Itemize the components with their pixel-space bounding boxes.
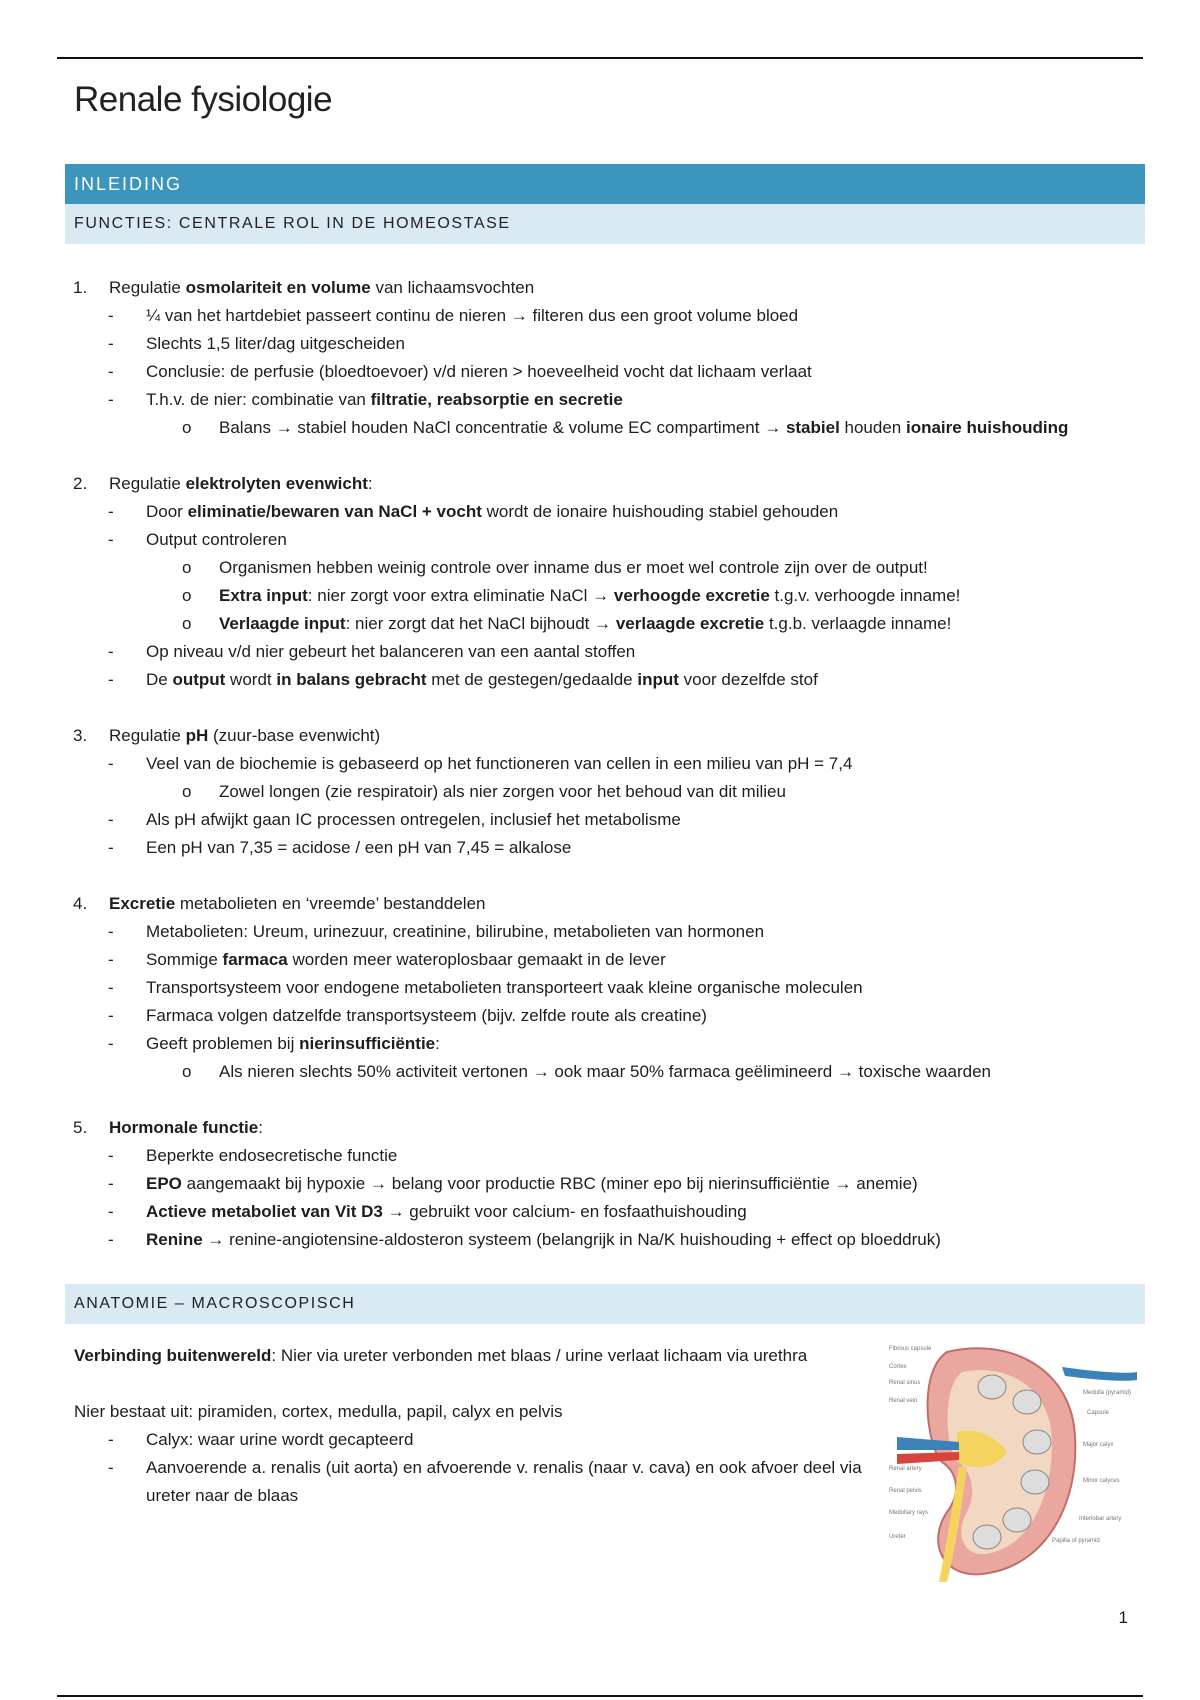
text-run: → gebruikt voor calcium- en fosfaathuishouding: [382, 1202, 747, 1221]
circle-bullet-icon: o: [182, 782, 192, 801]
pyramid-shape: [1013, 1390, 1041, 1414]
text-run: Beperkte endosecretische functie: [146, 1146, 398, 1165]
text-run: ¼ van het hartdebiet passeert continu de nieren → filteren dus een groot volume bloed: [146, 306, 799, 325]
dash-item: [65, 358, 1145, 386]
text-run: van lichaamsvochten: [370, 278, 535, 297]
dash-item: [65, 1142, 1145, 1170]
function-section: [65, 890, 1145, 1086]
dash-marker: -: [108, 810, 114, 829]
subsection-heading-functies: FUNCTIES: CENTRALE ROL IN DE HOMEOSTASE: [65, 204, 1145, 244]
bold-text: filtratie, reabsorptie en secretie: [370, 390, 623, 409]
figure-label: Renal vein: [889, 1398, 918, 1404]
dash-item: [65, 974, 1145, 1002]
text-run: Regulatie: [109, 278, 186, 297]
bold-text: Renine: [146, 1230, 203, 1249]
page-title: Renale fysiologie: [74, 80, 333, 119]
text-run: aangemaakt bij hypoxie → belang voor productie RBC (miner epo bij nierinsufficiëntie → anemie): [181, 1174, 918, 1193]
figure-label: Renal sinus: [889, 1380, 921, 1386]
function-section: [65, 722, 1145, 862]
dash-marker: -: [108, 1458, 114, 1477]
text-run: Op niveau v/d nier gebeurt het balanceren van een aantal stoffen: [146, 642, 636, 661]
circle-bullet-item: [65, 554, 1145, 582]
text-run: :: [367, 474, 373, 493]
bold-text: elektrolyten evenwicht: [185, 474, 368, 493]
text-run: → renine-angiotensine-aldosteron systeem (belangrijk in Na/K huishouding + effect op bloeddruk): [202, 1230, 941, 1249]
bold-text: Extra input: [219, 586, 308, 605]
top-rule: [57, 57, 1143, 59]
dash-marker: -: [108, 754, 114, 773]
dash-marker: -: [108, 978, 114, 997]
dash-marker: -: [108, 1430, 114, 1449]
dash-marker: -: [108, 922, 114, 941]
figure-label: Ureter: [889, 1534, 906, 1540]
text-run: wordt de ionaire huishouding stabiel gehouden: [481, 502, 839, 521]
dash-item: [65, 526, 1145, 554]
dash-item: [65, 806, 1145, 834]
text-run: metabolieten en ‘vreemde’ bestanddelen: [175, 894, 486, 913]
text-run: t.g.v. verhoogde inname!: [769, 586, 961, 605]
bold-text: farmaca: [222, 950, 288, 969]
numbered-item: [65, 470, 1145, 498]
dash-marker: -: [108, 502, 114, 521]
bold-text: Verlaagde input: [219, 614, 346, 633]
text-run: (zuur-base evenwicht): [208, 726, 381, 745]
dash-marker: -: [108, 306, 114, 325]
dash-marker: -: [108, 1006, 114, 1025]
dash-marker: -: [108, 530, 114, 549]
page: [65, 60, 1145, 1592]
figure-label: Interlobar artery: [1079, 1516, 1122, 1522]
dash-item: [65, 834, 1145, 862]
bold-text: eliminatie/bewaren van NaCl + vocht: [187, 502, 482, 521]
text-run: Regulatie: [109, 726, 186, 745]
anatomy-section: [65, 1342, 1145, 1592]
bold-text: verlaagde excretie: [615, 614, 765, 633]
anatomy-para-connection: [65, 1342, 875, 1370]
figure-label: Cortex: [889, 1364, 907, 1370]
circle-bullet-icon: o: [182, 614, 192, 633]
text-run: Output controleren: [146, 530, 287, 549]
dash-item: [65, 498, 1145, 526]
circle-bullet-item: [65, 778, 1145, 806]
bold-text: input: [637, 670, 679, 689]
dash-marker: -: [108, 1146, 114, 1165]
dash-marker: -: [108, 334, 114, 353]
circle-bullet-item: [65, 582, 1145, 610]
item-number: 4.: [73, 894, 88, 913]
function-list: [65, 274, 1145, 1254]
numbered-item: [65, 1114, 1145, 1142]
bold-text: pH: [185, 726, 209, 745]
text-run: : Nier via ureter verbonden met blaas / urine verlaat lichaam via urethra: [271, 1346, 808, 1365]
dash-item: [65, 638, 1145, 666]
text-run: Metabolieten: Ureum, urinezuur, creatinine, bilirubine, metabolieten van hormonen: [146, 922, 765, 941]
text-run: Sommige: [146, 950, 223, 969]
text-run: worden meer wateroplosbaar gemaakt in de lever: [287, 950, 666, 969]
dash-marker: -: [108, 642, 114, 661]
item-number: 2.: [73, 474, 88, 493]
anatomy-bullet-text: Aanvoerende a. renalis (uit aorta) en afvoerende v. renalis (naar v. cava) en ook afvoer deel via ureter naar de blaas: [146, 1458, 862, 1505]
text-run: Conclusie: de perfusie (bloedtoevoer) v/d nieren > hoeveelheid vocht dat lichaam verlaat: [146, 362, 812, 381]
bold-text: verhoogde excretie: [613, 586, 770, 605]
text-run: Veel van de biochemie is gebaseerd op het functioneren van cellen in een milieu van pH = 7,4: [146, 754, 853, 773]
bold-text: in balans gebracht: [276, 670, 427, 689]
text-run: Transportsysteem voor endogene metabolieten transporteert vaak kleine organische moleculen: [146, 978, 863, 997]
dash-marker: -: [108, 1202, 114, 1221]
text-run: De: [146, 670, 173, 689]
text-run: : nier zorgt voor extra eliminatie NaCl →: [307, 586, 614, 605]
bold-text: osmolariteit en volume: [185, 278, 371, 297]
text-run: :: [435, 1034, 440, 1053]
item-number: 3.: [73, 726, 88, 745]
bold-text: Verbinding buitenwereld: [74, 1346, 272, 1365]
kidney-figure: [887, 1342, 1137, 1582]
text-run: voor dezelfde stof: [678, 670, 818, 689]
dash-marker: -: [108, 1034, 114, 1053]
dash-marker: -: [108, 1230, 114, 1249]
text-run: T.h.v. de nier: combinatie van: [146, 390, 371, 409]
bold-text: stabiel: [785, 418, 840, 437]
text-run: wordt: [225, 670, 277, 689]
item-number: 1.: [73, 278, 88, 297]
dash-item: [65, 1198, 1145, 1226]
dash-marker: -: [108, 950, 114, 969]
bold-text: Excretie: [109, 894, 176, 913]
bold-text: output: [172, 670, 226, 689]
pyramid-shape: [973, 1525, 1001, 1549]
dash-marker: -: [108, 1174, 114, 1193]
figure-label: Minor calyces: [1083, 1478, 1120, 1484]
anatomy-bullet: [65, 1454, 875, 1510]
figure-label: Capsule: [1087, 1410, 1110, 1416]
item-number: 5.: [73, 1118, 88, 1137]
dash-item: [65, 1226, 1145, 1254]
text-run: Als pH afwijkt gaan IC processen ontregelen, inclusief het metabolisme: [146, 810, 681, 829]
anatomy-bullet-text: Calyx: waar urine wordt gecapteerd: [146, 1430, 414, 1449]
text-run: Door: [146, 502, 188, 521]
dash-item: [65, 666, 1145, 694]
anatomy-text: [65, 1342, 875, 1510]
text-run: houden: [839, 418, 906, 437]
dash-item: [65, 946, 1145, 974]
dash-marker: -: [108, 390, 114, 409]
text-run: t.g.b. verlaagde inname!: [764, 614, 952, 633]
figure-label: Papilla of pyramid: [1052, 1538, 1100, 1544]
bold-text: EPO: [146, 1174, 182, 1193]
numbered-item: [65, 274, 1145, 302]
anatomy-para-parts: Nier bestaat uit: piramiden, cortex, medulla, papil, calyx en pelvis: [74, 1402, 563, 1421]
dash-item: [65, 918, 1145, 946]
text-run: Als nieren slechts 50% activiteit vertonen → ook maar 50% farmaca geëlimineerd → toxische waarden: [219, 1062, 991, 1081]
text-run: Slechts 1,5 liter/dag uitgescheiden: [146, 334, 405, 353]
pyramid-shape: [1003, 1508, 1031, 1532]
figure-label: Medulla (pyramid): [1083, 1390, 1132, 1396]
circle-bullet-icon: o: [182, 1062, 192, 1081]
text-run: : nier zorgt dat het NaCl bijhoudt →: [345, 614, 616, 633]
numbered-item: [65, 722, 1145, 750]
dash-item: [65, 302, 1145, 330]
text-run: :: [258, 1118, 263, 1137]
dash-item: [65, 386, 1145, 414]
function-section: [65, 274, 1145, 442]
text-run: Regulatie: [109, 474, 186, 493]
pyramid-shape: [1023, 1430, 1051, 1454]
anatomy-bullet: [65, 1426, 875, 1454]
circle-bullet-icon: o: [182, 418, 192, 437]
bottom-rule: [57, 1695, 1143, 1697]
dash-item: [65, 750, 1145, 778]
function-section: [65, 470, 1145, 694]
circle-bullet-item: [65, 1058, 1145, 1086]
circle-bullet-icon: o: [182, 558, 192, 577]
dash-item: [65, 1002, 1145, 1030]
bold-text: Actieve metaboliet van Vit D3: [146, 1202, 383, 1221]
numbered-item: [65, 890, 1145, 918]
circle-bullet-item: [65, 414, 1145, 442]
circle-bullet-icon: o: [182, 586, 192, 605]
dash-item: [65, 330, 1145, 358]
ureter-vessel: [1062, 1367, 1137, 1381]
dash-item: [65, 1030, 1145, 1058]
bold-text: ionaire huishouding: [905, 418, 1069, 437]
dash-item: [65, 1170, 1145, 1198]
text-run: Balans → stabiel houden NaCl concentratie & volume EC compartiment →: [219, 418, 786, 437]
dash-marker: -: [108, 670, 114, 689]
pyramid-shape: [1021, 1470, 1049, 1494]
text-run: Zowel longen (zie respiratoir) als nier zorgen voor het behoud van dit milieu: [219, 782, 786, 801]
section-heading-anatomie: ANATOMIE – MACROSCOPISCH: [65, 1284, 1145, 1324]
circle-bullet-item: [65, 610, 1145, 638]
bold-text: Hormonale functie: [109, 1118, 259, 1137]
text-run: Organismen hebben weinig controle over inname dus er moet wel controle zijn over de output!: [219, 558, 928, 577]
function-section: [65, 1114, 1145, 1254]
page-number: 1: [1118, 1608, 1128, 1627]
bold-text: nierinsufficiëntie: [299, 1034, 436, 1053]
text-run: Farmaca volgen datzelfde transportsysteem (bijv. zelfde route als creatine): [146, 1006, 707, 1025]
figure-label: Major calyx: [1083, 1442, 1114, 1448]
text-run: Een pH van 7,35 = acidose / een pH van 7,45 = alkalose: [146, 838, 572, 857]
text-run: Geeft problemen bij: [146, 1034, 300, 1053]
dash-marker: -: [108, 362, 114, 381]
text-run: met de gestegen/gedaalde: [426, 670, 638, 689]
figure-label: Renal pelvis: [889, 1488, 922, 1494]
figure-label: Renal artery: [889, 1466, 922, 1472]
figure-label: Fibrous capsule: [889, 1346, 932, 1352]
dash-marker: -: [108, 838, 114, 857]
section-heading-inleiding: INLEIDING: [65, 164, 1145, 204]
figure-label: Medullary rays: [889, 1510, 929, 1516]
pyramid-shape: [978, 1375, 1006, 1399]
